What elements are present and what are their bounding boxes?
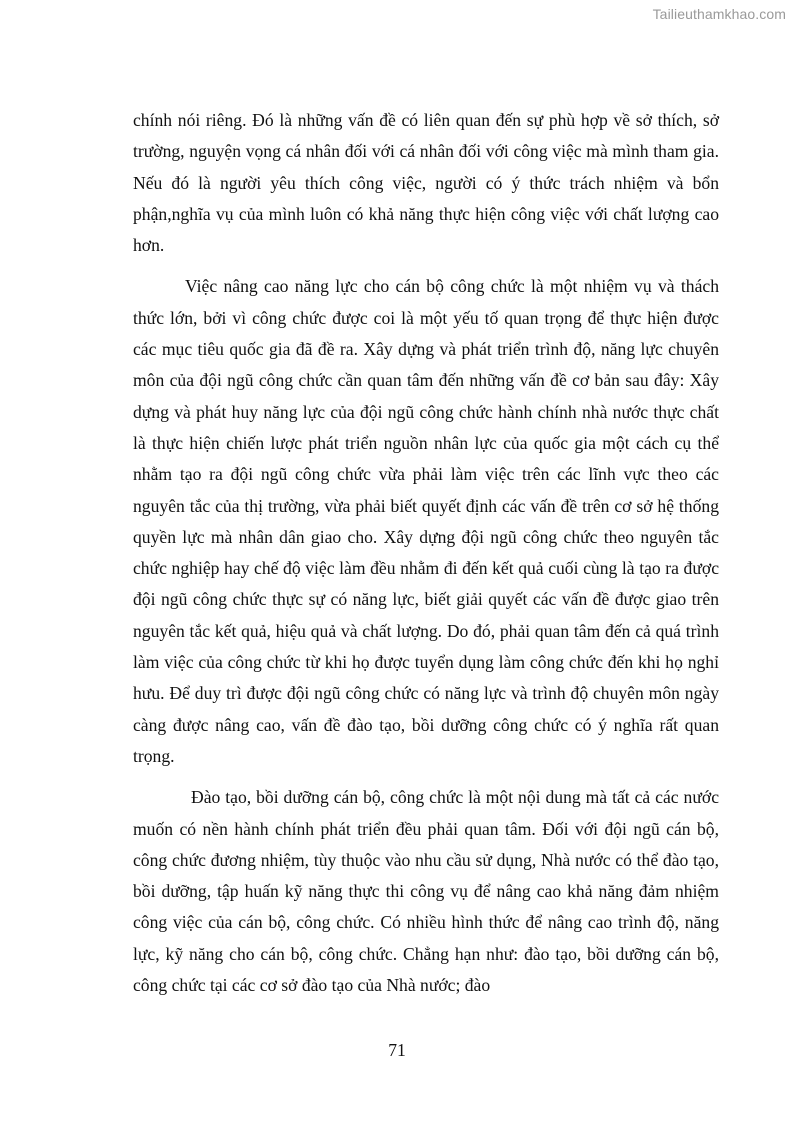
paragraph-2: Việc nâng cao năng lực cho cán bộ công chức là một nhiệm vụ và thách thức lớn, bởi vì công chức được coi là một yếu tố quan trọng để thực hiện được các mục tiêu quốc gia đã đề ra. Xây dựng và phát triển trình độ, năng lực chuyên môn của đội ngũ công chức cần quan tâm đến những vấn đề cơ bản sau đây: Xây dựng và phát huy năng lực của đội ngũ công chức hành chính nhà nước thực chất là thực hiện chiến lược phát triển nguồn nhân lực của quốc gia một cách cụ thể nhằm tạo ra đội ngũ công chức vừa phải làm việc trên các lĩnh vực theo các nguyên tắc của thị trường, vừa phải biết quyết định các vấn đề trên cơ sở hệ thống quyền lực mà nhân dân giao cho. Xây dựng đội ngũ công chức theo nguyên tắc chức nghiệp hay chế độ việc làm đều nhằm đi đến kết quả cuối cùng là tạo ra được đội ngũ công chức thực sự có năng lực, biết giải quyết các vấn đề được giao trên nguyên tắc kết quả, hiệu quả và chất lượng. Do đó, phải quan tâm đến cả quá trình làm việc của công chức từ khi họ được tuyển dụng làm công chức đến khi họ nghỉ hưu. Để duy trì được đội ngũ công chức có năng lực và trình độ chuyên môn ngày càng được nâng cao, vấn đề đào tạo, bồi dưỡng công chức có ý nghĩa rất quan trọng. [133, 276, 719, 766]
watermark: Tailieuthamkhao.com [652, 6, 786, 22]
paragraph-1: chính nói riêng. Đó là những vấn đề có liên quan đến sự phù hợp về sở thích, sở trường, nguyện vọng cá nhân đối với cá nhân đối với công việc mà mình tham gia. Nếu đó là người yêu thích công việc, người có ý thức trách nhiệm và bổn phận,nghĩa vụ của mình luôn có khả năng thực hiện công việc với chất lượng cao hơn. [133, 110, 719, 256]
page-body [133, 105, 719, 1011]
page-number: 71 [388, 1040, 406, 1060]
paragraph-3: Đào tạo, bồi dưỡng cán bộ, công chức là một nội dung mà tất cả các nước muốn có nền hành chính phát triển đều phải quan tâm. Đối với đội ngũ cán bộ, công chức đương nhiệm, tùy thuộc vào nhu cầu sử dụng, Nhà nước có thể đào tạo, bồi dưỡng, tập huấn kỹ năng thực thi công vụ để nâng cao khả năng đảm nhiệm công việc của cán bộ, công chức. Có nhiều hình thức để nâng cao trình độ, năng lực, kỹ năng cho cán bộ, công chức. Chẳng hạn như: đào tạo, bồi dưỡng cán bộ, công chức tại các cơ sở đào tạo của Nhà nước; đào [133, 787, 719, 996]
